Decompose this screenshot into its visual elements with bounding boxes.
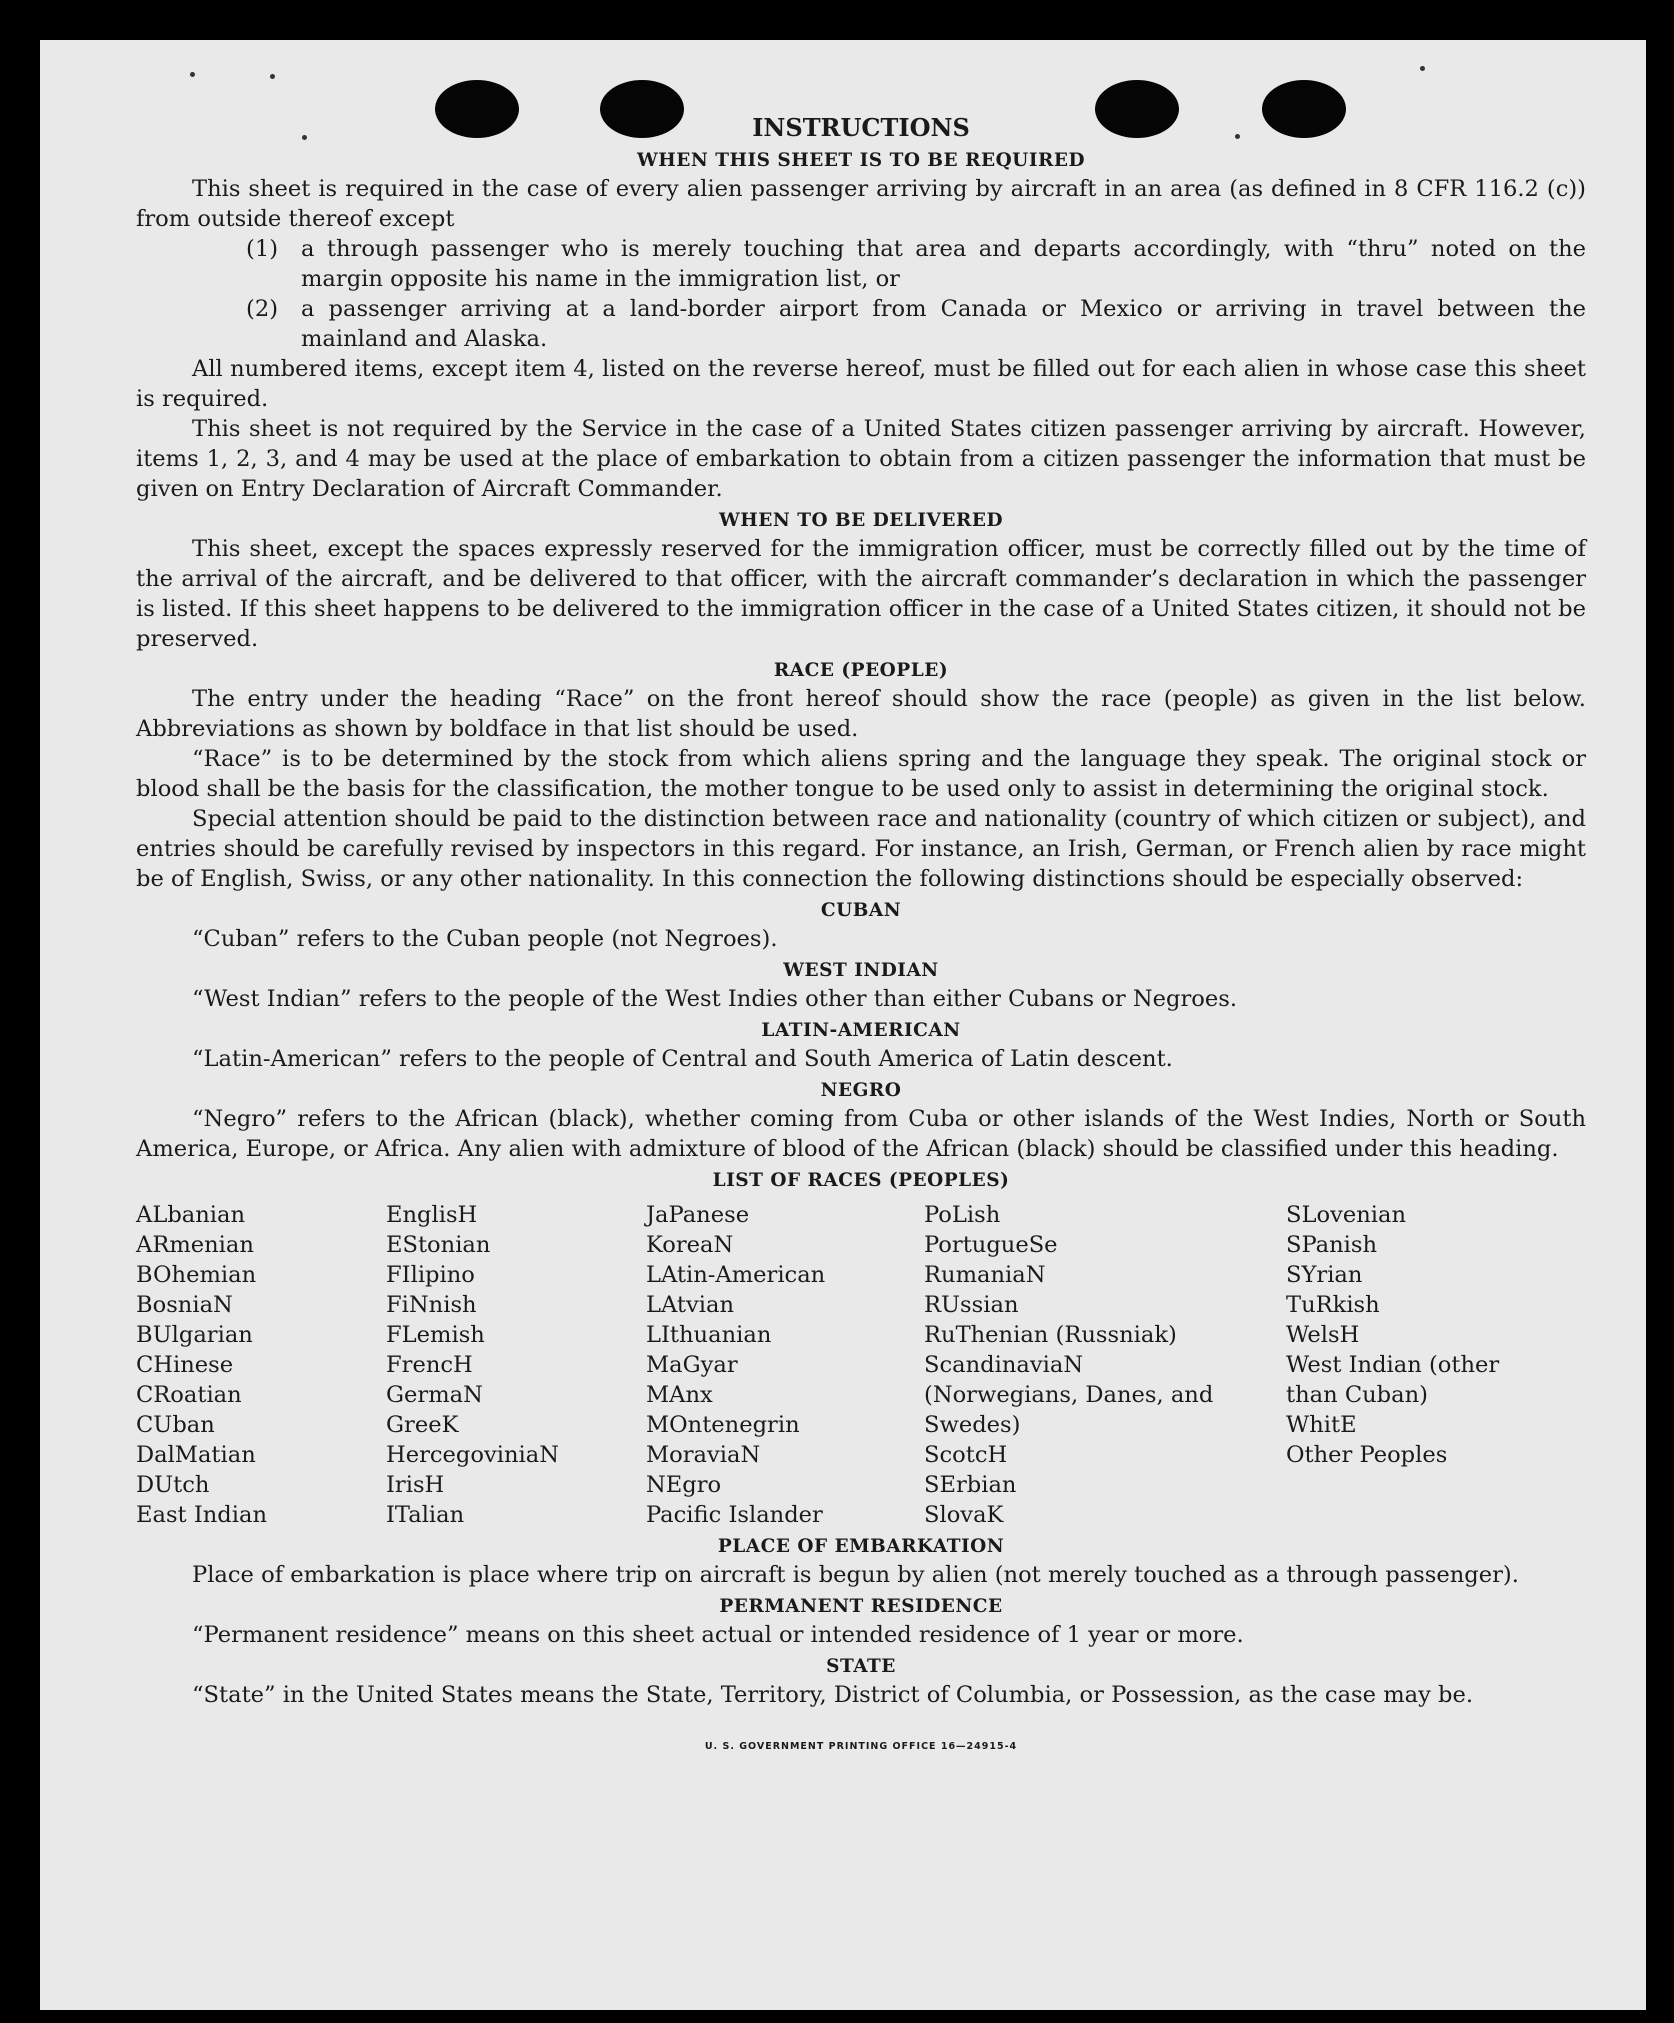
paragraph: This sheet, except the spaces expressly reserved for the immigration officer, must be correctly filled out by the time of the arrival of the aircraft, and be delivered to that officer, with the aircraft commander’s declaration in which the passenger is listed. If this sheet happens to be delivered to the immigration officer in the case of a United States citizen, it should not be preserved. [136, 536, 1586, 652]
races-table [136, 1200, 1586, 1530]
paragraph: Special attention should be paid to the distinction between race and nationality (country of which citizen or subject), and entries should be carefully revised by inspectors in this regard. For instance, an Irish, German, or French alien by race might be of English, Swiss, or any other nationality. In this connection the following distinctions should be especially observed: [136, 806, 1586, 892]
race-entry: ScotcH [924, 1442, 1008, 1468]
paragraph: “Race” is to be determined by the stock from which aliens spring and the language they speak. The original stock or blood shall be the basis for the classification, the mother tongue to be used only to assist in determining the original stock. [136, 746, 1586, 802]
race-entry: DUtch [136, 1472, 210, 1498]
race-entry: PoLish [924, 1202, 1001, 1228]
paragraph: Place of embarkation is place where trip on aircraft is begun by alien (not merely touched as a through passenger). [192, 1562, 1519, 1588]
race-entry: BOhemian [136, 1262, 257, 1288]
race-entry: PortugueSe [924, 1232, 1058, 1258]
race-entry: RumaniaN [924, 1262, 1046, 1288]
race-entry: FIlipino [386, 1262, 475, 1288]
race-entry: LAtvian [646, 1292, 735, 1318]
race-entry: MoraviaN [646, 1442, 761, 1468]
races-column [136, 1200, 376, 1530]
speck [1420, 66, 1425, 71]
section-heading: NEGRO [820, 1080, 902, 1101]
list-item [246, 234, 1586, 294]
race-entry: RUssian [924, 1292, 1019, 1318]
race-entry: FLemish [386, 1322, 485, 1348]
speck [270, 74, 275, 79]
race-entry: Other Peoples [1286, 1442, 1448, 1468]
race-entry: MaGyar [646, 1352, 738, 1378]
race-entry: TuRkish [1286, 1292, 1380, 1318]
race-entry: GermaN [386, 1382, 483, 1408]
races-column [386, 1200, 636, 1530]
paragraph: This sheet is required in the case of every alien passenger arriving by aircraft in an area (as defined in 8 CFR 116.2 (c)) from outside thereof except [136, 176, 1586, 232]
list-item [246, 294, 1586, 354]
section-heading: LATIN-AMERICAN [761, 1020, 961, 1041]
race-entry: IrisH [386, 1472, 445, 1498]
race-entry: EStonian [386, 1232, 491, 1258]
paragraph: The entry under the heading “Race” on the front hereof should show the race (people) as given in the list below. Abbreviations as shown by boldface in that list should be used. [136, 686, 1586, 742]
speck [190, 72, 195, 77]
race-entry: MAnx [646, 1382, 713, 1408]
race-entry: East Indian [136, 1502, 268, 1528]
section-heading: CUBAN [820, 900, 902, 921]
section-heading: LIST OF RACES (PEOPLES) [712, 1170, 1010, 1191]
race-entry: CRoatian [136, 1382, 242, 1408]
race-entry: SPanish [1286, 1232, 1378, 1258]
race-entry: CUban [136, 1412, 215, 1438]
section-heading: WHEN THIS SHEET IS TO BE REQUIRED [636, 150, 1085, 171]
race-entry: ITalian [386, 1502, 465, 1528]
race-entry: FiNnish [386, 1292, 477, 1318]
race-entry: SYrian [1286, 1262, 1363, 1288]
race-entry: JaPanese [646, 1202, 750, 1228]
race-entry: RuThenian (Russniak) [924, 1322, 1177, 1348]
race-entry: KoreaN [646, 1232, 734, 1258]
item-text: a passenger arriving at a land-border airport from Canada or Mexico or arriving in travel between the mainland and Alaska. [301, 296, 1586, 352]
paragraph: “State” in the United States means the State, Territory, District of Columbia, or Possession, as the case may be. [192, 1682, 1474, 1708]
section-heading: STATE [826, 1656, 896, 1677]
race-entry: LIthuanian [646, 1322, 772, 1348]
item-text: a through passenger who is merely touching that area and departs accordingly, with “thru” noted on the margin opposite his name in the immigration list, or [301, 236, 1586, 292]
race-entry: SlovaK [924, 1502, 1004, 1528]
race-entry: LAtin-American [646, 1262, 826, 1288]
race-entry: ALbanian [136, 1202, 246, 1228]
race-entry: BosniaN [136, 1292, 233, 1318]
paragraph: All numbered items, except item 4, listed on the reverse hereof, must be filled out for each alien in whose case this sheet is required. [136, 356, 1586, 412]
race-entry: EnglisH [386, 1202, 478, 1228]
instructions-content [136, 112, 1586, 1762]
races-column [924, 1200, 1224, 1530]
race-entry: NEgro [646, 1472, 722, 1498]
race-entry: SLovenian [1286, 1202, 1407, 1228]
page-title: INSTRUCTIONS [752, 113, 970, 142]
race-entry: ARmenian [136, 1232, 254, 1258]
race-entry: CHinese [136, 1352, 234, 1378]
section-heading: RACE (PEOPLE) [773, 660, 949, 681]
race-entry: BUlgarian [136, 1322, 253, 1348]
race-entry: West Indian (other than Cuban) [1286, 1352, 1500, 1408]
section-heading: WEST INDIAN [783, 960, 939, 981]
printer-imprint: U. S. GOVERNMENT PRINTING OFFICE 16—24915-4 [704, 1741, 1018, 1752]
section-heading: PERMANENT RESIDENCE [719, 1596, 1003, 1617]
races-column [646, 1200, 916, 1530]
section-heading: WHEN TO BE DELIVERED [719, 510, 1003, 531]
race-entry: GreeK [386, 1412, 459, 1438]
race-entry: FrencH [386, 1352, 473, 1378]
paragraph: This sheet is not required by the Service in the case of a United States citizen passenger arriving by aircraft. However, items 1, 2, 3, and 4 may be used at the place of embarkation to obtain from a citizen passenger the information that must be given on Entry Declaration of Aircraft Commander. [136, 416, 1586, 502]
race-entry: SErbian [924, 1472, 1017, 1498]
item-number: (2) [246, 296, 279, 322]
race-entry: DalMatian [136, 1442, 256, 1468]
paragraph: “Latin-American” refers to the people of Central and South America of Latin descent. [192, 1046, 1173, 1072]
paragraph: “West Indian” refers to the people of the West Indies other than either Cubans or Negroes. [192, 986, 1238, 1012]
paragraph: “Permanent residence” means on this sheet actual or intended residence of 1 year or more. [192, 1622, 1244, 1648]
section-heading: PLACE OF EMBARKATION [717, 1536, 1005, 1557]
paragraph: “Negro” refers to the African (black), whether coming from Cuba or other islands of the West Indies, North or South America, Europe, or Africa. Any alien with admixture of blood of the African (black) should be classified under this heading. [136, 1106, 1586, 1162]
race-entry: Pacific Islander [646, 1502, 823, 1528]
paragraph: “Cuban” refers to the Cuban people (not Negroes). [192, 926, 778, 952]
document-sheet [40, 40, 1646, 2010]
race-entry: WhitE [1286, 1412, 1357, 1438]
race-entry: ScandinaviaN (Norwegians, Danes, and Swedes) [924, 1352, 1214, 1438]
race-entry: WelsH [1286, 1322, 1360, 1348]
race-entry: HercegoviniaN [386, 1442, 559, 1468]
races-column [1286, 1200, 1586, 1470]
item-number: (1) [246, 236, 279, 262]
race-entry: MOntenegrin [646, 1412, 800, 1438]
